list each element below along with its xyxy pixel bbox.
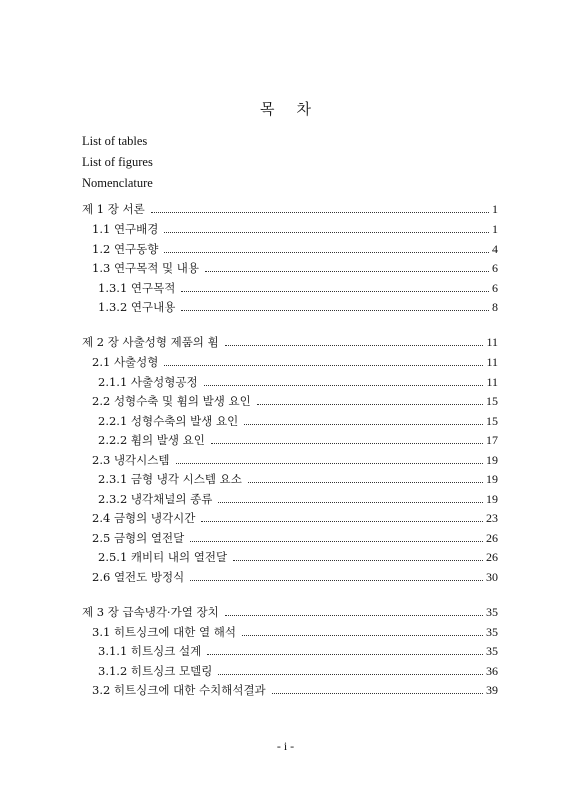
toc-entry[interactable]	[98, 298, 498, 315]
toc-entry[interactable]	[92, 509, 498, 526]
toc-entry[interactable]	[98, 431, 498, 448]
page-title-first: 목	[260, 100, 275, 118]
toc-entry-label: 3.1 히트싱크에 대한 열 해석	[92, 625, 236, 639]
front-matter-item[interactable]: List of figures	[82, 155, 153, 169]
toc-entry-label: 1.3.1 연구목적	[98, 281, 176, 295]
toc-leader	[164, 232, 489, 233]
toc-entry-label: 3.1.2 히트싱크 모델링	[98, 664, 213, 678]
toc-leader	[190, 541, 483, 542]
toc-entry[interactable]	[92, 220, 498, 237]
toc-leader	[176, 463, 484, 464]
toc-leader	[204, 385, 484, 386]
toc-entry-page: 15	[486, 414, 498, 428]
toc-entry-label: 2.1 사출성형	[92, 355, 159, 369]
toc-entry-page: 35	[486, 625, 498, 639]
page-title	[0, 98, 571, 119]
toc-entry[interactable]	[98, 412, 498, 429]
toc-entry-page: 30	[486, 570, 498, 584]
toc-leader	[151, 212, 489, 213]
toc-entry[interactable]	[98, 662, 498, 679]
toc-entry-page: 15	[486, 394, 498, 408]
toc-entry-page: 1	[492, 202, 498, 216]
toc-entry[interactable]	[98, 470, 498, 487]
toc-entry-page: 35	[486, 644, 498, 658]
toc-entry-page: 19	[486, 453, 498, 467]
toc-leader	[164, 365, 483, 366]
toc-entry[interactable]	[82, 603, 498, 620]
page-title-second: 차	[296, 100, 311, 118]
toc-entry-page: 17	[486, 433, 498, 447]
toc-entry-label: 2.2 성형수축 및 휨의 발생 요인	[92, 394, 251, 408]
toc-entry[interactable]	[92, 259, 498, 276]
toc-leader	[248, 482, 483, 483]
toc-entry-label: 2.3.2 냉각채널의 종류	[98, 492, 213, 506]
toc-entry-page: 6	[492, 281, 498, 295]
toc-entry[interactable]	[82, 333, 498, 350]
toc-entry-page: 6	[492, 261, 498, 275]
toc-entry-page: 35	[486, 605, 498, 619]
toc-entry-label: 3.2 히트싱크에 대한 수치해석결과	[92, 683, 266, 697]
toc-leader	[272, 693, 483, 694]
toc-entry-label: 2.5 금형의 열전달	[92, 531, 185, 545]
toc-entry[interactable]	[98, 642, 498, 659]
toc-entry[interactable]	[92, 681, 498, 698]
toc-entry-page: 4	[492, 242, 498, 256]
toc-entry[interactable]	[92, 529, 498, 546]
toc-entry[interactable]	[98, 490, 498, 507]
toc-leader	[218, 674, 483, 675]
toc-entry[interactable]	[92, 353, 498, 370]
toc-entry-page: 11	[486, 355, 498, 369]
toc-entry[interactable]	[98, 279, 498, 296]
toc-entry-label: 제 1 장 서론	[82, 202, 145, 216]
front-matter-item[interactable]: Nomenclature	[82, 176, 153, 190]
toc-entry-page: 39	[486, 683, 498, 697]
toc-leader	[233, 560, 483, 561]
toc-leader	[225, 345, 484, 346]
toc-entry[interactable]	[92, 623, 498, 640]
page-number-footer: - i -	[276, 739, 295, 753]
toc-entry-page: 11	[486, 335, 498, 349]
toc-entry-label: 1.1 연구배경	[92, 222, 159, 236]
toc-entry-page: 8	[492, 300, 498, 314]
toc-entry[interactable]	[98, 548, 498, 565]
toc-entry-page: 36	[486, 664, 498, 678]
toc-leader	[201, 521, 483, 522]
front-matter-item[interactable]: List of tables	[82, 134, 148, 148]
toc-leader	[205, 271, 489, 272]
toc-entry-page: 19	[486, 492, 498, 506]
toc-entry-label: 2.4 금형의 냉각시간	[92, 511, 196, 525]
toc-entry[interactable]	[92, 240, 498, 257]
toc-entry[interactable]	[92, 451, 498, 468]
toc-entry-label: 제 2 장 사출성형 제품의 휨	[82, 335, 219, 349]
front-matter-list	[82, 131, 153, 194]
toc-entry[interactable]	[98, 373, 498, 390]
toc-entry-page: 1	[492, 222, 498, 236]
toc-entry-label: 제 3 장 급속냉각·가열 장치	[82, 605, 219, 619]
toc-entry-label: 1.3 연구목적 및 내용	[92, 261, 200, 275]
toc-entry-page: 19	[486, 472, 498, 486]
toc-entry-page: 11	[486, 375, 498, 389]
toc-leader	[190, 580, 483, 581]
toc-leader	[211, 443, 483, 444]
toc-leader	[164, 252, 489, 253]
toc-entry[interactable]	[82, 200, 498, 217]
toc-entry-label: 2.3 냉각시스템	[92, 453, 170, 467]
toc-leader	[207, 654, 483, 655]
toc-entry-label: 2.2.2 휨의 발생 요인	[98, 433, 205, 447]
toc-leader	[244, 424, 483, 425]
toc-leader	[218, 502, 483, 503]
toc-entry[interactable]	[92, 392, 498, 409]
toc-leader	[225, 615, 483, 616]
toc-entry-label: 3.1.1 히트싱크 설계	[98, 644, 202, 658]
toc-entry-label: 2.3.1 금형 냉각 시스템 요소	[98, 472, 242, 486]
toc-entry-label: 1.2 연구동향	[92, 242, 159, 256]
toc-entry-label: 2.6 열전도 방정식	[92, 570, 185, 584]
toc-entry-label: 2.1.1 사출성형공정	[98, 375, 198, 389]
toc-entry-label: 2.5.1 캐비티 내의 열전달	[98, 550, 228, 564]
toc-entry-label: 2.2.1 성형수축의 발생 요인	[98, 414, 239, 428]
toc-entry-label: 1.3.2 연구내용	[98, 300, 176, 314]
toc-leader	[181, 310, 489, 311]
toc-leader	[257, 404, 483, 405]
toc-entry-page: 26	[486, 550, 498, 564]
toc-entry-page: 26	[486, 531, 498, 545]
toc-leader	[181, 291, 489, 292]
toc-entry-page: 23	[486, 511, 498, 525]
toc-entry[interactable]	[92, 568, 498, 585]
toc-leader	[242, 635, 483, 636]
